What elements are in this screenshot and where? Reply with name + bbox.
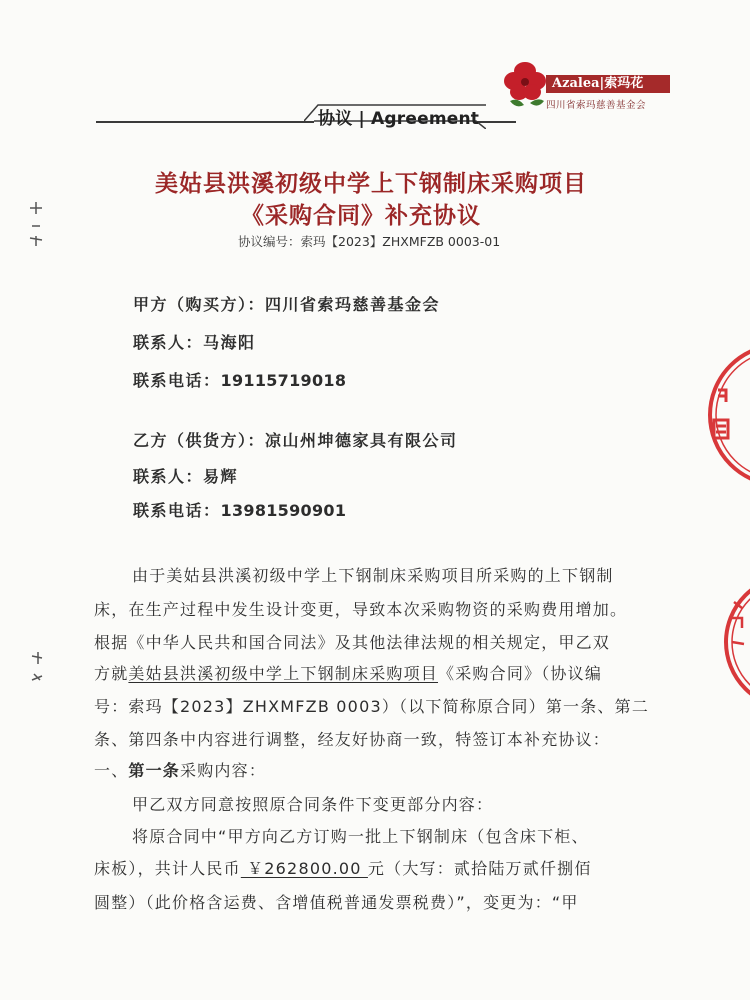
azalea-flower-icon (500, 57, 550, 115)
header-label: 协议 | Agreement (318, 109, 480, 129)
binding-mark (28, 650, 50, 690)
body-line: 由于美姑县洪溪初级中学上下钢制床采购项目所采购的上下钢制 (132, 566, 614, 585)
party-a-contact-label: 联系人： (133, 333, 204, 352)
agreement-number: 协议编号：索玛【2023】ZHXMFZB 0003-01 (238, 234, 501, 249)
body-line: 号：索玛【2023】ZHXMFZB 0003）（以下简称原合同）第一条、第二 (94, 697, 650, 716)
party-a-phone-label: 联系电话： (133, 371, 221, 390)
party-b-phone-row (133, 498, 346, 521)
party-b-phone: 13981590901 (220, 501, 347, 520)
body-line: 条、第四条中内容进行调整，经友好协商一致，特签订本补充协议： (94, 730, 611, 749)
body-line: 床，在生产过程中发生设计变更，导致本次采购物资的采购费用增加。 (94, 600, 628, 619)
body-line (94, 661, 602, 684)
doc-title-line2: 《采购合同》补充协议 (241, 203, 481, 229)
party-a-phone: 19115719018 (220, 371, 347, 390)
party-a-contact: 马海阳 (203, 333, 256, 352)
party-a-row (133, 292, 440, 315)
section-heading (94, 758, 266, 781)
party-b-label: 乙方（供货方）： (133, 431, 266, 450)
party-b-name: 凉山州坤德家具有限公司 (265, 431, 458, 450)
body-line: 根据《中华人民共和国合同法》及其他法律法规的相关规定，甲乙双 (94, 633, 611, 652)
body-text: 《采购合同》（协议编 (438, 664, 603, 683)
official-seal-stamp (700, 340, 750, 490)
party-b-phone-label: 联系电话： (133, 501, 221, 520)
party-a-name: 四川省索玛慈善基金会 (265, 295, 441, 314)
logo-wordmark: Azalea|索玛花 (546, 75, 670, 93)
amount-underlined: ￥262800.00 (240, 859, 368, 878)
logo-org-name: 四川省索玛慈善基金会 (546, 100, 647, 111)
body-line: 将原合同中“甲方向乙方订购一批上下钢制床（包含床下柜、 (132, 827, 589, 846)
body-text: 元（大写：贰拾陆万贰仟捌佰 (367, 859, 592, 878)
party-b-row (133, 428, 458, 451)
party-a-label: 甲方（购买方）： (133, 295, 266, 314)
binding-mark (26, 198, 48, 258)
section-title: 第一条 (128, 761, 181, 780)
party-a-phone-row (133, 368, 346, 391)
project-name-underlined: 美姑县洪溪初级中学上下钢制床采购项目 (128, 664, 439, 683)
party-b-contact-row (133, 464, 238, 487)
doc-title-line1: 美姑县洪溪初级中学上下钢制床采购项目 (155, 171, 587, 197)
body-text: 方就 (94, 664, 129, 683)
party-b-contact: 易辉 (203, 467, 239, 486)
body-line: 圆整）（此价格含运费、含增值税普通发票税费）”，变更为：“甲 (94, 893, 579, 912)
org-logo (500, 57, 675, 115)
body-text: 床板），共计人民币 (94, 859, 241, 878)
body-line: 甲乙双方同意按照原合同条件下变更部分内容： (132, 795, 494, 814)
header-rule-left (96, 121, 314, 123)
body-line (94, 856, 592, 879)
party-a-contact-row (133, 330, 256, 353)
party-b-contact-label: 联系人： (133, 467, 204, 486)
section-number: 一、 (94, 761, 129, 780)
section-subtitle: 采购内容： (180, 761, 267, 780)
official-seal-stamp (712, 572, 750, 712)
